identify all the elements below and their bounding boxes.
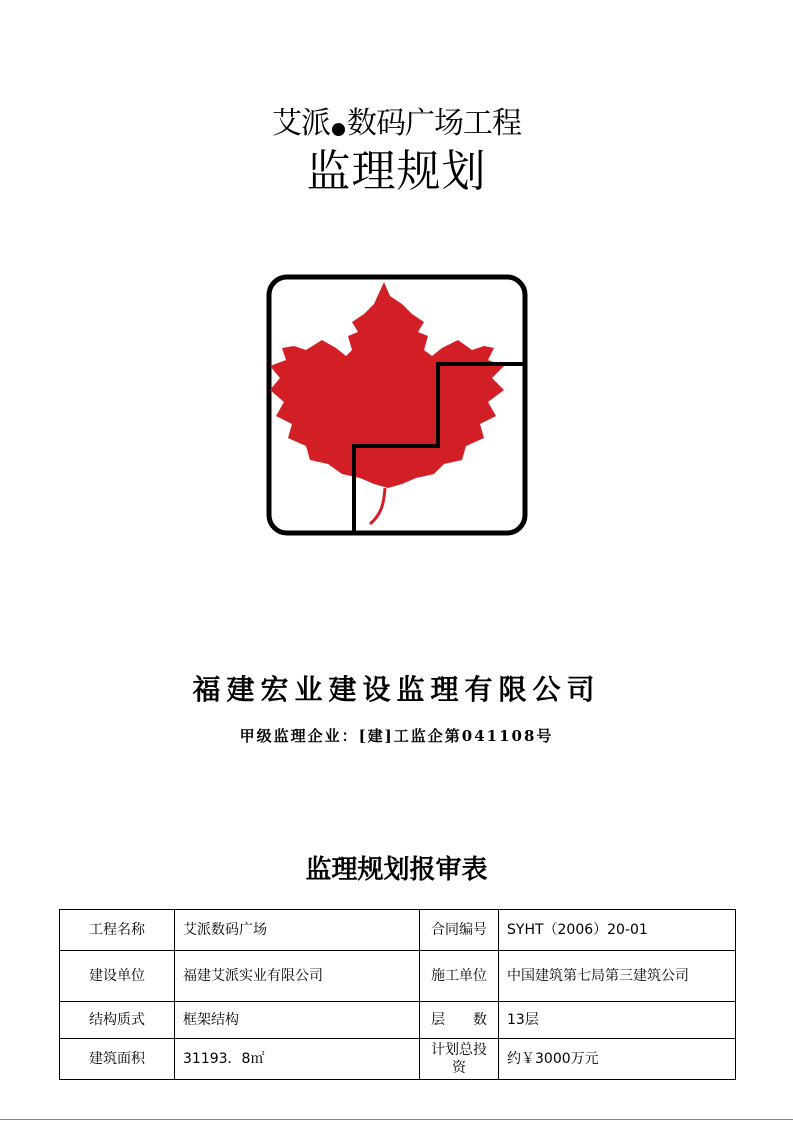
maple-leaf-logo (266, 274, 528, 536)
document-title: 监理规划 (306, 146, 487, 197)
label-investment: 计划总投资 (420, 1039, 499, 1080)
label-contract-no: 合同编号 (420, 910, 499, 951)
table-row (60, 910, 736, 951)
label-contractor: 施工单位 (420, 951, 499, 1002)
license-number: 甲级监理企业：[建]工监企第041108号 (239, 727, 554, 745)
label-client: 建设单位 (60, 951, 175, 1002)
report-table (59, 909, 736, 1080)
project-title (0, 102, 793, 146)
value-investment: 约￥3000万元 (499, 1039, 736, 1080)
project-title-part1: 艾派 (272, 106, 330, 141)
value-contractor: 中国建筑第七局第三建筑公司 (499, 951, 736, 1002)
value-area: 31193．8㎡ (175, 1039, 420, 1080)
value-client: 福建艾派实业有限公司 (175, 951, 420, 1002)
table-row (60, 951, 736, 1002)
report-table-title: 监理规划报审表 (305, 855, 488, 885)
project-title-part2: 数码广场工程 (347, 106, 521, 141)
label-area: 建筑面积 (60, 1039, 175, 1080)
company-name: 福建宏业建设监理有限公司 (192, 673, 601, 706)
value-project-name: 艾派数码广场 (175, 910, 420, 951)
value-contract-no: SYHT（2006）20-01 (499, 910, 736, 951)
value-floors: 13层 (499, 1002, 736, 1039)
label-structure: 结构质式 (60, 1002, 175, 1039)
label-floors: 层 数 (420, 1002, 499, 1039)
bullet-dot-icon (332, 123, 345, 136)
table-row (60, 1002, 736, 1039)
table-row (60, 1039, 736, 1080)
label-project-name: 工程名称 (60, 910, 175, 951)
page-bottom-rule (0, 1119, 793, 1120)
value-structure: 框架结构 (175, 1002, 420, 1039)
